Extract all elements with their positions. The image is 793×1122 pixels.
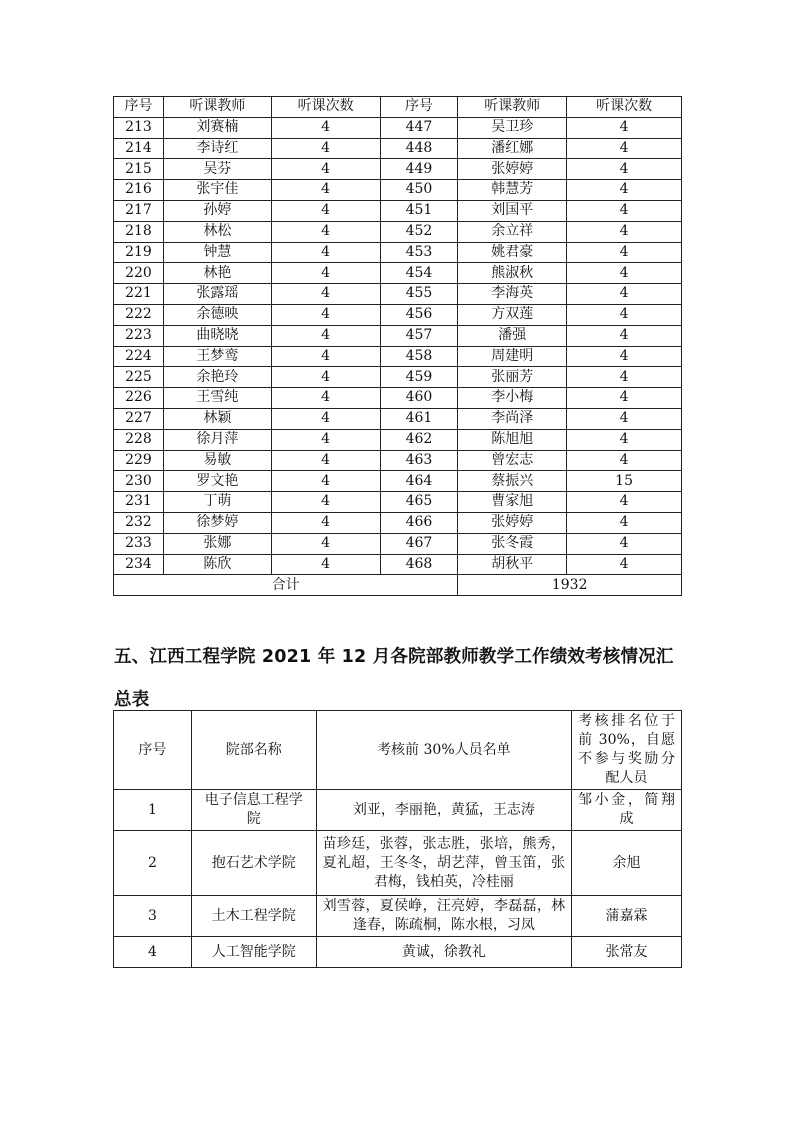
attendance-count: 4 <box>271 200 380 221</box>
row-index: 450 <box>380 180 458 201</box>
attendance-count: 4 <box>271 429 380 450</box>
row-index: 226 <box>114 388 164 409</box>
department-name: 电子信息工程学院 <box>191 790 316 831</box>
header-index: 序号 <box>380 97 458 118</box>
row-index: 454 <box>380 263 458 284</box>
attendance-count: 4 <box>567 429 682 450</box>
table-row <box>114 554 682 575</box>
row-index: 216 <box>114 180 164 201</box>
attendance-count: 4 <box>567 263 682 284</box>
row-index: 3 <box>114 896 192 937</box>
attendance-count: 4 <box>271 138 380 159</box>
teacher-name: 张婷婷 <box>458 512 567 533</box>
row-index: 460 <box>380 388 458 409</box>
row-index: 229 <box>114 450 164 471</box>
top-30-names: 苗珍廷，张蓉，张志胜，张培，熊秀，夏礼超，王冬冬，胡艺萍，曾玉笛，张君梅，钱柏英，冷桂丽 <box>316 831 571 896</box>
teacher-name: 陈欣 <box>163 554 271 575</box>
row-index: 218 <box>114 221 164 242</box>
row-index: 461 <box>380 408 458 429</box>
attendance-count: 4 <box>271 221 380 242</box>
teacher-name: 张露瑶 <box>163 284 271 305</box>
teacher-name: 罗文艳 <box>163 471 271 492</box>
row-index: 463 <box>380 450 458 471</box>
row-index: 455 <box>380 284 458 305</box>
teacher-name: 吴芬 <box>163 159 271 180</box>
row-index: 449 <box>380 159 458 180</box>
table-header-row <box>114 97 682 118</box>
teacher-name: 李诗红 <box>163 138 271 159</box>
teacher-name: 周建明 <box>458 346 567 367</box>
row-index: 225 <box>114 367 164 388</box>
row-index: 222 <box>114 304 164 325</box>
row-index: 456 <box>380 304 458 325</box>
attendance-count: 4 <box>271 408 380 429</box>
table-row <box>114 937 682 968</box>
attendance-count: 4 <box>567 450 682 471</box>
attendance-count: 4 <box>271 346 380 367</box>
attendance-count: 4 <box>271 367 380 388</box>
teacher-name: 潘红娜 <box>458 138 567 159</box>
table-row <box>114 790 682 831</box>
attendance-count: 4 <box>567 492 682 513</box>
row-index: 217 <box>114 200 164 221</box>
teacher-name: 张丽芳 <box>458 367 567 388</box>
teacher-name: 蔡振兴 <box>458 471 567 492</box>
row-index: 223 <box>114 325 164 346</box>
teacher-name: 林艳 <box>163 263 271 284</box>
table-row <box>114 200 682 221</box>
teacher-name: 张宇佳 <box>163 180 271 201</box>
opt-out-names: 蒲嘉霖 <box>572 896 682 937</box>
attendance-count: 4 <box>567 159 682 180</box>
table-row <box>114 831 682 896</box>
section-title-line-1: 五、江西工程学院 2021 年 12 月各院部教师教学工作绩效考核情况汇 <box>114 647 674 667</box>
teacher-name: 余德映 <box>163 304 271 325</box>
row-index: 459 <box>380 367 458 388</box>
row-index: 448 <box>380 138 458 159</box>
row-index: 228 <box>114 429 164 450</box>
table-row <box>114 450 682 471</box>
row-index: 230 <box>114 471 164 492</box>
department-name: 人工智能学院 <box>191 937 316 968</box>
attendance-count: 4 <box>567 325 682 346</box>
teacher-name: 姚君豪 <box>458 242 567 263</box>
attendance-count: 15 <box>567 471 682 492</box>
row-index: 232 <box>114 512 164 533</box>
attendance-count: 4 <box>567 200 682 221</box>
row-index: 447 <box>380 117 458 138</box>
attendance-count: 4 <box>567 512 682 533</box>
table-row <box>114 117 682 138</box>
attendance-count: 4 <box>567 554 682 575</box>
teacher-name: 熊淑秋 <box>458 263 567 284</box>
row-index: 227 <box>114 408 164 429</box>
teacher-name: 刘赛楠 <box>163 117 271 138</box>
row-index: 451 <box>380 200 458 221</box>
row-index: 221 <box>114 284 164 305</box>
table-row <box>114 512 682 533</box>
teacher-name: 徐梦婷 <box>163 512 271 533</box>
row-index: 465 <box>380 492 458 513</box>
attendance-count: 4 <box>271 284 380 305</box>
table-row <box>114 242 682 263</box>
header-opt-out: 考核排名位于前 30%，自愿不参与奖励分配人员 <box>572 711 682 790</box>
total-value: 1932 <box>458 575 682 596</box>
table-row <box>114 304 682 325</box>
row-index: 213 <box>114 117 164 138</box>
attendance-count: 4 <box>271 512 380 533</box>
attendance-count: 4 <box>271 304 380 325</box>
attendance-count: 4 <box>567 388 682 409</box>
opt-out-names: 邹小金，简翔成 <box>572 790 682 831</box>
attendance-count: 4 <box>567 117 682 138</box>
header-index: 序号 <box>114 97 164 118</box>
table-row <box>114 429 682 450</box>
top-30-names: 黄诚，徐教礼 <box>316 937 571 968</box>
row-index: 468 <box>380 554 458 575</box>
row-index: 234 <box>114 554 164 575</box>
header-department: 院部名称 <box>191 711 316 790</box>
teacher-name: 张冬霞 <box>458 533 567 554</box>
teacher-name: 刘国平 <box>458 200 567 221</box>
attendance-count: 4 <box>271 554 380 575</box>
attendance-count: 4 <box>567 138 682 159</box>
table-row <box>114 221 682 242</box>
attendance-count: 4 <box>271 117 380 138</box>
total-row <box>114 575 682 596</box>
teacher-name: 钟慧 <box>163 242 271 263</box>
attendance-count: 4 <box>271 325 380 346</box>
teacher-name: 李小梅 <box>458 388 567 409</box>
top-30-names: 刘雪蓉，夏侯峥，汪亮婷，李磊磊，林逢春，陈疏桐，陈水根，习凤 <box>316 896 571 937</box>
teacher-name: 林松 <box>163 221 271 242</box>
row-index: 4 <box>114 937 192 968</box>
teacher-name: 王雪纯 <box>163 388 271 409</box>
attendance-count: 4 <box>271 159 380 180</box>
row-index: 452 <box>380 221 458 242</box>
table-row <box>114 896 682 937</box>
table-row <box>114 471 682 492</box>
row-index: 464 <box>380 471 458 492</box>
row-index: 220 <box>114 263 164 284</box>
table-row <box>114 138 682 159</box>
row-index: 457 <box>380 325 458 346</box>
row-index: 231 <box>114 492 164 513</box>
attendance-count: 4 <box>271 263 380 284</box>
table-row <box>114 263 682 284</box>
teacher-name: 易敏 <box>163 450 271 471</box>
row-index: 458 <box>380 346 458 367</box>
performance-summary-table <box>113 710 682 968</box>
attendance-count: 4 <box>271 242 380 263</box>
table-row <box>114 367 682 388</box>
attendance-count: 4 <box>271 388 380 409</box>
opt-out-names: 张常友 <box>572 937 682 968</box>
attendance-count: 4 <box>567 408 682 429</box>
opt-out-names: 余旭 <box>572 831 682 896</box>
header-top-30-list: 考核前 30%人员名单 <box>316 711 571 790</box>
table-row <box>114 159 682 180</box>
table-row <box>114 408 682 429</box>
attendance-count: 4 <box>271 533 380 554</box>
attendance-count: 4 <box>271 471 380 492</box>
teacher-name: 丁萌 <box>163 492 271 513</box>
table-row <box>114 346 682 367</box>
teacher-name: 李海英 <box>458 284 567 305</box>
teacher-name: 徐月萍 <box>163 429 271 450</box>
table-row <box>114 533 682 554</box>
attendance-count: 4 <box>567 242 682 263</box>
attendance-count: 4 <box>271 450 380 471</box>
table-row <box>114 180 682 201</box>
teacher-name: 张娜 <box>163 533 271 554</box>
teacher-name: 孙婷 <box>163 200 271 221</box>
row-index: 466 <box>380 512 458 533</box>
row-index: 453 <box>380 242 458 263</box>
teacher-name: 胡秋平 <box>458 554 567 575</box>
teacher-name: 林颖 <box>163 408 271 429</box>
teacher-name: 潘强 <box>458 325 567 346</box>
attendance-count: 4 <box>567 284 682 305</box>
row-index: 1 <box>114 790 192 831</box>
teacher-name: 张婷婷 <box>458 159 567 180</box>
teacher-name: 曹家旭 <box>458 492 567 513</box>
top-30-names: 刘亚，李丽艳，黄猛，王志涛 <box>316 790 571 831</box>
attendance-count: 4 <box>567 367 682 388</box>
row-index: 2 <box>114 831 192 896</box>
table-row <box>114 325 682 346</box>
row-index: 233 <box>114 533 164 554</box>
row-index: 215 <box>114 159 164 180</box>
teacher-name: 余艳玲 <box>163 367 271 388</box>
attendance-count: 4 <box>567 304 682 325</box>
attendance-count: 4 <box>567 533 682 554</box>
teacher-name: 陈旭旭 <box>458 429 567 450</box>
attendance-count: 4 <box>271 180 380 201</box>
attendance-count: 4 <box>567 221 682 242</box>
department-name: 土木工程学院 <box>191 896 316 937</box>
row-index: 467 <box>380 533 458 554</box>
header-count: 听课次数 <box>271 97 380 118</box>
header-index: 序号 <box>114 711 192 790</box>
table-row <box>114 492 682 513</box>
row-index: 219 <box>114 242 164 263</box>
teacher-name: 余立祥 <box>458 221 567 242</box>
teacher-name: 曲晓晓 <box>163 325 271 346</box>
teacher-name: 王梦鸾 <box>163 346 271 367</box>
section-title-line-2: 总表 <box>114 690 150 710</box>
table-row <box>114 284 682 305</box>
row-index: 462 <box>380 429 458 450</box>
table-row <box>114 388 682 409</box>
header-teacher: 听课教师 <box>163 97 271 118</box>
attendance-count: 4 <box>567 180 682 201</box>
teacher-name: 吴卫珍 <box>458 117 567 138</box>
row-index: 224 <box>114 346 164 367</box>
attendance-count: 4 <box>271 492 380 513</box>
row-index: 214 <box>114 138 164 159</box>
lecture-attendance-table <box>113 96 682 596</box>
table-header-row <box>114 711 682 790</box>
teacher-name: 韩慧芳 <box>458 180 567 201</box>
teacher-name: 李尚泽 <box>458 408 567 429</box>
attendance-count: 4 <box>567 346 682 367</box>
header-teacher: 听课教师 <box>458 97 567 118</box>
teacher-name: 方双莲 <box>458 304 567 325</box>
teacher-name: 曾宏志 <box>458 450 567 471</box>
total-label: 合计 <box>114 575 458 596</box>
header-count: 听课次数 <box>567 97 682 118</box>
department-name: 抱石艺术学院 <box>191 831 316 896</box>
